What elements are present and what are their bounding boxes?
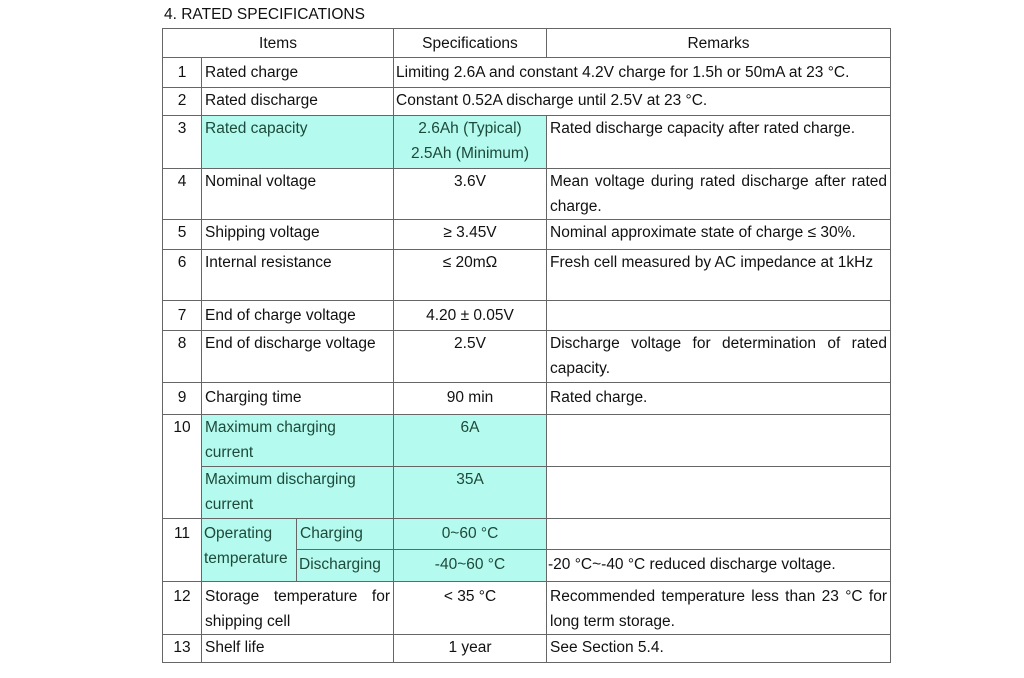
row-number: 6 bbox=[163, 250, 202, 301]
row-item: Rated charge bbox=[202, 58, 394, 88]
row-item: End of charge voltage bbox=[202, 301, 394, 331]
spec-minimum: 2.5Ah (Minimum) bbox=[411, 145, 529, 162]
row-spec: 2.5V bbox=[394, 331, 547, 383]
row-item: Shipping voltage bbox=[202, 220, 394, 250]
row-remarks bbox=[547, 519, 891, 550]
table-row bbox=[163, 250, 891, 301]
row-remarks: Recommended temperature less than 23 °C for long term storage. bbox=[547, 582, 891, 635]
table-row bbox=[163, 383, 891, 415]
row-spec bbox=[394, 116, 547, 169]
row-remarks: Nominal approximate state of charge ≤ 30%. bbox=[547, 220, 891, 250]
row-spec: 3.6V bbox=[394, 169, 547, 220]
row-item: Storage temperature for shipping cell bbox=[202, 582, 394, 635]
row-number: 2 bbox=[163, 88, 202, 116]
table-row bbox=[163, 88, 891, 116]
row-item: Rated capacity bbox=[202, 116, 394, 169]
table-header bbox=[163, 29, 891, 58]
table-row bbox=[163, 116, 891, 169]
table-row bbox=[163, 635, 891, 663]
row-spec: 0~60 °C bbox=[394, 519, 547, 550]
row-spec: 90 min bbox=[394, 383, 547, 415]
row-item: Nominal voltage bbox=[202, 169, 394, 220]
row-item: Maximum discharging current bbox=[202, 467, 394, 519]
row-item: End of discharge voltage bbox=[202, 331, 394, 383]
row-item: Rated discharge bbox=[202, 88, 394, 116]
row-remarks: See Section 5.4. bbox=[547, 635, 891, 663]
row-number: 11 bbox=[163, 519, 202, 582]
row-spec: 4.20 ± 0.05V bbox=[394, 301, 547, 331]
row-spec: 1 year bbox=[394, 635, 547, 663]
table-row bbox=[163, 220, 891, 250]
row-number: 12 bbox=[163, 582, 202, 635]
row-subitem: Charging bbox=[297, 519, 394, 550]
row-remarks: Rated charge. bbox=[547, 383, 891, 415]
row-number: 9 bbox=[163, 383, 202, 415]
row-spec: -40~60 °C bbox=[394, 550, 547, 582]
row-item: Operating temperature bbox=[202, 519, 297, 582]
table-row bbox=[163, 519, 891, 550]
row-item: Charging time bbox=[202, 383, 394, 415]
table-row bbox=[163, 467, 891, 519]
row-remarks bbox=[547, 467, 891, 519]
row-spec: < 35 °C bbox=[394, 582, 547, 635]
rated-specifications-table bbox=[162, 28, 891, 663]
row-remarks bbox=[547, 301, 891, 331]
row-spec: 35A bbox=[394, 467, 547, 519]
spec-typical: 2.6Ah (Typical) bbox=[418, 120, 522, 137]
row-item: Internal resistance bbox=[202, 250, 394, 301]
row-item: Shelf life bbox=[202, 635, 394, 663]
row-remarks: -20 °C~-40 °C reduced discharge voltage. bbox=[547, 550, 891, 582]
row-remarks: Discharge voltage for determination of rated capacity. bbox=[547, 331, 891, 383]
row-number: 3 bbox=[163, 116, 202, 169]
row-number: 8 bbox=[163, 331, 202, 383]
row-spec: 6A bbox=[394, 415, 547, 467]
row-number: 10 bbox=[163, 415, 202, 519]
row-number: 1 bbox=[163, 58, 202, 88]
row-subitem: Discharging bbox=[297, 550, 394, 582]
table-row bbox=[163, 331, 891, 383]
row-spec: ≥ 3.45V bbox=[394, 220, 547, 250]
row-remarks: Rated discharge capacity after rated charge. bbox=[547, 116, 891, 169]
row-item: Maximum charging current bbox=[202, 415, 394, 467]
row-spec: ≤ 20mΩ bbox=[394, 250, 547, 301]
row-spec: Constant 0.52A discharge until 2.5V at 23 °C. bbox=[394, 88, 891, 116]
table-row bbox=[163, 415, 891, 467]
row-remarks bbox=[547, 415, 891, 467]
row-number: 7 bbox=[163, 301, 202, 331]
section-title: 4. RATED SPECIFICATIONS bbox=[164, 6, 365, 23]
header-remarks: Remarks bbox=[547, 29, 891, 58]
table-row bbox=[163, 582, 891, 635]
row-number: 4 bbox=[163, 169, 202, 220]
header-specifications: Specifications bbox=[394, 29, 547, 58]
table-row bbox=[163, 169, 891, 220]
row-number: 5 bbox=[163, 220, 202, 250]
table-row bbox=[163, 58, 891, 88]
row-spec: Limiting 2.6A and constant 4.2V charge for 1.5h or 50mA at 23 °C. bbox=[394, 58, 891, 88]
row-remarks: Fresh cell measured by AC impedance at 1kHz bbox=[547, 250, 891, 301]
row-number: 13 bbox=[163, 635, 202, 663]
table-row bbox=[163, 301, 891, 331]
header-items: Items bbox=[163, 29, 394, 58]
row-remarks: Mean voltage during rated discharge after rated charge. bbox=[547, 169, 891, 220]
